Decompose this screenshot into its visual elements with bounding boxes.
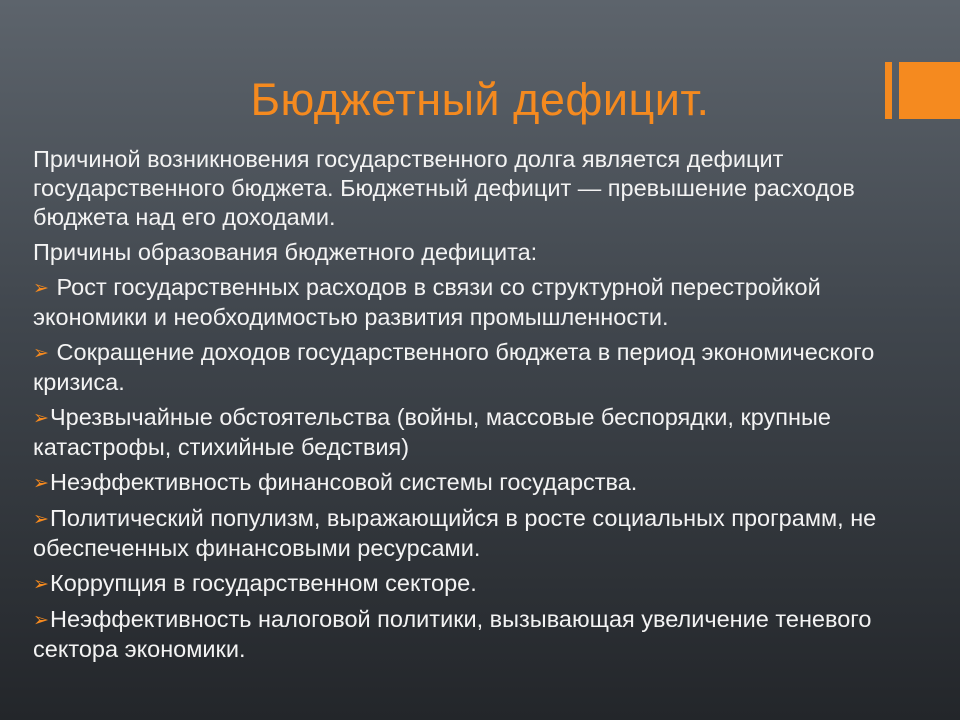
arrow-bullet-icon: ➢	[33, 278, 49, 299]
list-item-text: Неэффективность финансовой системы государства.	[50, 469, 638, 495]
arrow-bullet-icon: ➢	[33, 610, 49, 631]
list-item	[33, 504, 913, 563]
causes-heading: Причины образования бюджетного дефицита:	[33, 239, 538, 265]
list-item-text: Политический популизм, выражающийся в росте социальных программ, не обеспеченных финансовыми ресурсами.	[33, 505, 877, 561]
corner-decoration	[885, 62, 960, 119]
intro-paragraph: Причиной возникновения государственного долга является дефицит государственного бюджета. Бюджетный дефицит — превышение расходов бюджета над его доходами.	[33, 146, 855, 230]
list-item	[33, 569, 913, 599]
list-item-text: Неэффективность налоговой политики, вызывающая увеличение теневого сектора экономики.	[33, 606, 872, 662]
list-item-text: Рост государственных расходов в связи со структурной перестройкой экономики и необходимостью развития промышленности.	[33, 274, 821, 330]
list-item	[33, 403, 913, 462]
arrow-bullet-icon: ➢	[33, 408, 49, 429]
decoration-block	[899, 62, 960, 119]
list-item-text: Сокращение доходов государственного бюджета в период экономического кризиса.	[33, 339, 875, 395]
list-item	[33, 338, 913, 397]
arrow-bullet-icon: ➢	[33, 473, 49, 494]
slide-title: Бюджетный дефицит.	[250, 74, 710, 125]
list-item	[33, 605, 913, 664]
decoration-bar	[885, 62, 892, 119]
list-item	[33, 468, 913, 498]
slide-body	[33, 145, 913, 670]
arrow-bullet-icon: ➢	[33, 574, 49, 595]
list-item-text: Коррупция в государственном секторе.	[50, 570, 477, 596]
list-item-text: Чрезвычайные обстоятельства (войны, массовые беспорядки, крупные катастрофы, стихийные бедствия)	[33, 404, 831, 460]
arrow-bullet-icon: ➢	[33, 509, 49, 530]
arrow-bullet-icon: ➢	[33, 343, 49, 364]
list-item	[33, 273, 913, 332]
